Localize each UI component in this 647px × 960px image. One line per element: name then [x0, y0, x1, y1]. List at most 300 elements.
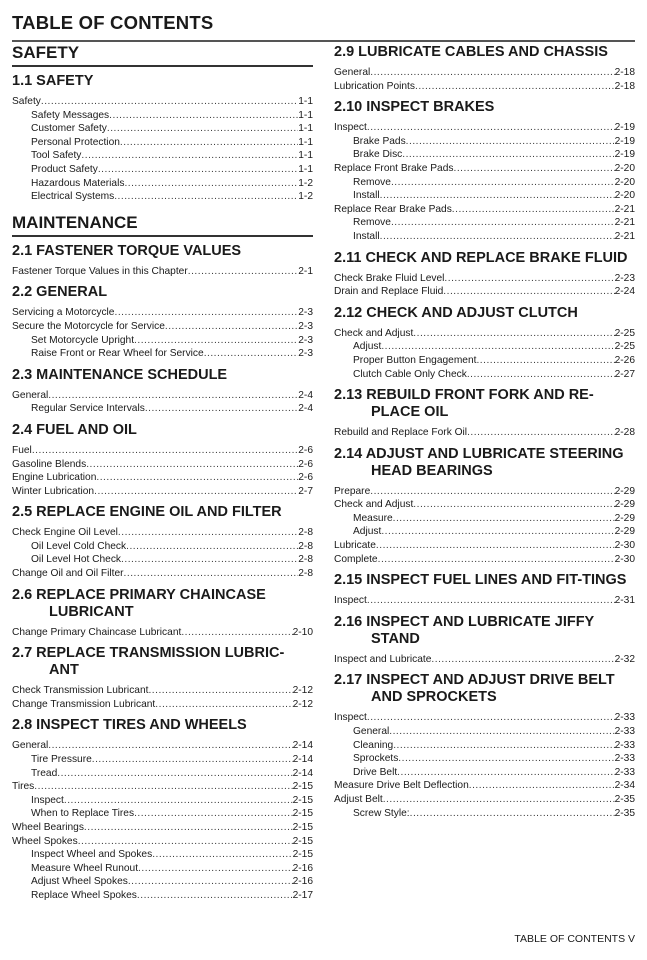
page-number: 2-33	[614, 766, 635, 778]
entry-label: General	[353, 726, 390, 738]
toc-subentry[interactable]	[12, 875, 313, 889]
toc-subentry[interactable]	[334, 766, 635, 780]
page-number: 2-32	[614, 653, 635, 665]
page-number: 2-16	[292, 862, 313, 874]
toc-entry[interactable]	[334, 285, 635, 299]
dot-leader	[86, 458, 298, 472]
dot-leader	[48, 739, 292, 753]
entry-label: Inspect	[334, 122, 367, 134]
entry-label: Oil Level Cold Check	[31, 540, 127, 552]
dot-leader	[383, 793, 615, 807]
toc-entry[interactable]	[334, 327, 635, 341]
page-number: 2-33	[614, 753, 635, 765]
dot-leader	[124, 177, 298, 191]
toc-subentry[interactable]	[12, 190, 313, 204]
entry-label: Adjust Belt	[334, 794, 383, 805]
toc-subentry[interactable]	[12, 862, 313, 876]
page-number: 2-4	[298, 403, 313, 415]
dot-leader	[134, 334, 298, 348]
page-number: 2-14	[292, 754, 313, 766]
toc-subentry[interactable]	[12, 553, 313, 567]
entry-label: Hazardous Materials	[31, 177, 125, 189]
entry-label: Rebuild and Replace Fork Oil	[334, 427, 468, 439]
section-heading[interactable]: 2.6 REPLACE PRIMARY CHAINCASE LUBRICANT	[12, 586, 266, 620]
entry-label: Prepare	[334, 485, 371, 497]
toc-entry[interactable]	[12, 306, 313, 320]
entry-label: Gasoline Blends	[12, 458, 87, 470]
page-number: 2-3	[298, 307, 313, 319]
entry-label: Measure Drive Belt Deflection	[334, 780, 469, 792]
toc-subentry[interactable]	[12, 163, 313, 177]
dot-leader	[121, 553, 298, 567]
toc-entry[interactable]	[12, 780, 313, 794]
toc-subentry[interactable]	[334, 368, 635, 382]
dot-leader	[92, 753, 293, 767]
page-number: 2-35	[614, 807, 635, 819]
entry-label: Tire Pressure	[31, 754, 92, 766]
toc-subentry[interactable]	[334, 725, 635, 739]
toc-subentry[interactable]	[12, 807, 313, 821]
section-heading[interactable]: 2.17 INSPECT AND ADJUST DRIVE BELT AND SPROCKETS	[334, 672, 615, 706]
dot-leader	[367, 594, 615, 608]
page-number: 2-35	[614, 794, 635, 805]
page-number: 2-15	[292, 822, 313, 833]
toc-subentry[interactable]	[334, 216, 635, 230]
dot-leader	[406, 135, 615, 149]
dot-leader	[378, 553, 615, 567]
section-heading[interactable]: 2.1 FASTENER TORQUE VALUES	[12, 242, 242, 259]
toc-subentry[interactable]	[12, 848, 313, 862]
page-number: 2-28	[614, 427, 635, 439]
toc-subentry[interactable]	[334, 739, 635, 753]
page-number: 2-14	[292, 740, 313, 752]
toc-entry[interactable]	[334, 162, 635, 176]
page-number: 2-16	[292, 876, 313, 888]
entry-label: Sprockets	[353, 753, 399, 765]
toc-column-right	[334, 43, 635, 820]
toc-subentry[interactable]	[334, 148, 635, 162]
dot-leader	[413, 327, 614, 341]
page-footer: TABLE OF CONTENTS V	[514, 933, 635, 945]
toc-entry[interactable]	[334, 203, 635, 217]
dot-leader	[181, 626, 292, 640]
entry-label: Remove	[353, 217, 391, 229]
toc-entry[interactable]	[12, 698, 313, 712]
page-number: 2-21	[614, 230, 635, 242]
page-number: 2-21	[614, 203, 635, 215]
entry-label: General	[334, 67, 371, 78]
entry-label: Drive Belt	[353, 766, 398, 778]
entry-label: Check and Adjust	[334, 499, 414, 511]
dot-leader	[138, 862, 293, 876]
entry-label: Replace Rear Brake Pads	[334, 203, 452, 215]
page-number: 1-2	[298, 177, 313, 189]
page-number: 2-18	[614, 67, 635, 78]
page-number: 2-15	[292, 781, 313, 793]
entry-label: Install	[353, 190, 380, 202]
dot-leader	[402, 148, 614, 162]
page-number: 2-33	[614, 739, 635, 751]
toc-entry[interactable]	[334, 121, 635, 135]
dot-leader	[84, 821, 293, 835]
toc-entry[interactable]	[12, 444, 313, 458]
page-title: TABLE OF CONTENTS	[12, 12, 214, 33]
section-heading[interactable]: 2.7 REPLACE TRANSMISSION LUBRIC-ANT	[12, 645, 285, 679]
page-number: 2-15	[292, 849, 313, 861]
entry-label: Adjust Wheel Spokes	[31, 876, 128, 888]
entry-label: Wheel Bearings	[12, 822, 84, 833]
toc-entry[interactable]	[12, 567, 313, 581]
entry-label: Electrical Systems	[31, 191, 115, 203]
page-number: 2-6	[298, 472, 313, 484]
dot-leader	[443, 285, 614, 299]
toc-entry[interactable]	[334, 779, 635, 793]
entry-label: Adjust	[353, 341, 382, 353]
toc-entry[interactable]	[334, 594, 635, 608]
page-number: 2-20	[614, 162, 635, 174]
dot-leader	[469, 779, 615, 793]
entry-label: Check Engine Oil Level	[12, 527, 118, 539]
dot-leader	[380, 189, 615, 203]
entry-label: Engine Lubrication	[12, 472, 97, 484]
dot-leader	[134, 807, 293, 821]
toc-subentry[interactable]	[334, 752, 635, 766]
toc-entry[interactable]	[12, 458, 313, 472]
toc-entry[interactable]	[334, 485, 635, 499]
dot-leader	[398, 752, 614, 766]
toc-subentry[interactable]	[12, 177, 313, 191]
entry-label: Drain and Replace Fluid	[334, 286, 444, 298]
dot-leader	[393, 739, 614, 753]
dot-leader	[148, 684, 292, 698]
entry-label: Safety	[12, 96, 41, 107]
page-number: 2-8	[298, 540, 313, 552]
dot-leader	[98, 163, 298, 177]
page-number: 2-15	[292, 794, 313, 806]
entry-label: Secure the Motorcycle for Service	[12, 320, 165, 332]
toc-entry[interactable]	[12, 265, 313, 279]
entry-label: Brake Pads	[353, 135, 406, 147]
section-heading[interactable]: 2.16 INSPECT AND LUBRICATE JIFFY STAND	[334, 613, 594, 647]
section-heading[interactable]: 2.5 REPLACE ENGINE OIL AND FILTER	[12, 504, 282, 521]
section-heading[interactable]: 2.3 MAINTENANCE SCHEDULE	[12, 366, 228, 383]
dot-leader	[415, 80, 615, 94]
toc-entry[interactable]	[334, 66, 635, 80]
page-number: 1-1	[298, 163, 313, 175]
part-heading: SAFETY	[12, 43, 313, 67]
toc-entry[interactable]	[12, 626, 313, 640]
toc-subentry[interactable]	[12, 334, 313, 348]
toc-subentry[interactable]	[334, 176, 635, 190]
toc-subentry[interactable]	[334, 354, 635, 368]
dot-leader	[380, 230, 615, 244]
toc-subentry[interactable]	[334, 525, 635, 539]
dot-leader	[145, 402, 298, 416]
page-number: 1-1	[298, 123, 313, 135]
part-heading: MAINTENANCE	[12, 213, 313, 237]
entry-label: Oil Level Hot Check	[31, 554, 122, 566]
dot-leader	[118, 526, 298, 540]
page-number: 2-3	[298, 320, 313, 332]
toc-subentry[interactable]	[12, 889, 313, 903]
page-number: 2-29	[614, 512, 635, 524]
toc-subentry[interactable]	[12, 540, 313, 554]
entry-label: Check and Adjust	[334, 327, 414, 339]
dot-leader	[204, 347, 299, 361]
entry-label: Inspect	[31, 794, 64, 806]
toc-entry[interactable]	[334, 80, 635, 94]
dot-leader	[34, 780, 292, 794]
section-heading[interactable]: 1.1 SAFETY	[12, 73, 94, 89]
toc-entry[interactable]	[12, 835, 313, 849]
entry-label: Tires	[12, 781, 35, 793]
dot-leader	[152, 848, 292, 862]
entry-label: Install	[353, 230, 380, 242]
dot-leader	[453, 162, 614, 176]
toc-entry[interactable]	[12, 821, 313, 835]
toc-subentry[interactable]	[334, 189, 635, 203]
entry-label: Tool Safety	[31, 150, 82, 162]
entry-label: Safety Messages	[31, 109, 110, 121]
toc-entry[interactable]	[334, 793, 635, 807]
dot-leader	[155, 698, 292, 712]
dot-leader	[107, 122, 298, 136]
toc-entry[interactable]	[334, 653, 635, 667]
page-number: 2-15	[292, 835, 313, 847]
page-number: 2-19	[614, 149, 635, 161]
toc-subentry[interactable]	[334, 807, 635, 821]
toc-entry[interactable]	[12, 485, 313, 499]
page-number: 2-3	[298, 348, 313, 360]
page-number: 2-23	[614, 272, 635, 284]
page-number: 2-4	[298, 389, 313, 401]
dot-leader	[381, 525, 614, 539]
page-number: 2-25	[614, 341, 635, 353]
dot-leader	[126, 540, 298, 554]
entry-label: Tread	[31, 767, 58, 779]
dot-leader	[124, 567, 299, 581]
toc-entry[interactable]	[12, 95, 313, 109]
dot-leader	[96, 471, 298, 485]
section-heading[interactable]: 2.12 CHECK AND ADJUST CLUTCH	[334, 304, 578, 321]
page-number: 1-2	[298, 191, 313, 203]
page-number: 2-6	[298, 458, 313, 470]
toc-subentry[interactable]	[334, 340, 635, 354]
toc-subentry[interactable]	[12, 149, 313, 163]
entry-label: Brake Disc	[353, 149, 403, 161]
entry-label: Wheel Spokes	[12, 835, 78, 847]
dot-leader	[370, 485, 614, 499]
dot-leader	[410, 807, 615, 821]
dot-leader	[413, 498, 614, 512]
section-heading[interactable]: 2.8 INSPECT TIRES AND WHEELS	[12, 717, 247, 734]
page-number: 2-26	[614, 354, 635, 366]
entry-label: Cleaning	[353, 739, 394, 751]
entry-label: Change Oil and Oil Filter	[12, 568, 124, 580]
toc-entry[interactable]	[12, 739, 313, 753]
entry-label: Proper Button Engagement	[353, 354, 477, 366]
page-number: 2-10	[292, 626, 313, 638]
entry-label: Lubrication Points	[334, 80, 415, 92]
toc-subentry[interactable]	[334, 512, 635, 526]
dot-leader	[48, 389, 298, 403]
entry-label: Check Transmission Lubricant	[12, 685, 149, 697]
section-heading[interactable]: 2.15 INSPECT FUEL LINES AND FIT-TINGS	[334, 572, 627, 589]
entry-label: Replace Wheel Spokes	[31, 889, 137, 901]
page-number: 2-21	[614, 217, 635, 229]
section-heading[interactable]: 2.10 INSPECT BRAKES	[334, 99, 495, 116]
entry-label: General	[12, 389, 49, 401]
dot-leader	[94, 485, 298, 499]
toc-subentry[interactable]	[12, 753, 313, 767]
dot-leader	[391, 176, 615, 190]
entry-label: Inspect	[334, 712, 367, 724]
page-number: 2-14	[292, 767, 313, 779]
toc-entry[interactable]	[334, 553, 635, 567]
page-number: 2-8	[298, 568, 313, 580]
dot-leader	[452, 203, 615, 217]
page-number: 1-1	[298, 109, 313, 121]
toc-entry[interactable]	[12, 526, 313, 540]
page-number: 2-29	[614, 526, 635, 538]
entry-label: Raise Front or Rear Wheel for Service	[31, 348, 204, 360]
entry-label: Fastener Torque Values in this Chapter	[12, 265, 188, 277]
page-number: 2-3	[298, 334, 313, 346]
toc-subentry[interactable]	[12, 136, 313, 150]
entry-label: Check Brake Fluid Level	[334, 272, 445, 284]
page-number: 2-31	[614, 595, 635, 607]
section-heading[interactable]: 2.13 REBUILD FRONT FORK AND RE-PLACE OIL	[334, 387, 594, 421]
entry-label: Adjust	[353, 526, 382, 538]
page-number: 2-18	[614, 80, 635, 92]
page-number: 2-24	[614, 286, 635, 298]
dot-leader	[393, 512, 615, 526]
entry-label: Lubricate	[334, 540, 376, 552]
entry-label: Measure Wheel Runout	[31, 862, 139, 874]
page-number: 1-1	[298, 96, 313, 107]
page-number: 2-12	[292, 685, 313, 697]
entry-label: Measure	[353, 512, 393, 524]
dot-leader	[120, 136, 298, 150]
title-divider	[12, 40, 635, 42]
entry-label: Fuel	[12, 444, 32, 456]
toc-entry[interactable]	[334, 711, 635, 725]
toc-entry[interactable]	[12, 320, 313, 334]
dot-leader	[370, 66, 614, 80]
toc-subentry[interactable]	[12, 109, 313, 123]
page-number: 2-12	[292, 698, 313, 710]
dot-leader	[467, 426, 615, 440]
entry-label: Winter Lubrication	[12, 485, 95, 497]
toc-entry[interactable]	[334, 426, 635, 440]
toc-subentry[interactable]	[334, 230, 635, 244]
page-number: 2-17	[292, 889, 313, 901]
dot-leader	[431, 653, 614, 667]
entry-label: Personal Protection	[31, 136, 120, 148]
dot-leader	[128, 875, 293, 889]
dot-leader	[367, 121, 615, 135]
entry-label: General	[12, 740, 49, 752]
toc-subentry[interactable]	[12, 767, 313, 781]
dot-leader	[41, 95, 298, 109]
entry-label: Remove	[353, 176, 391, 188]
toc-subentry[interactable]	[12, 794, 313, 808]
page-number: 2-33	[614, 712, 635, 724]
toc-subentry[interactable]	[12, 347, 313, 361]
dot-leader	[397, 766, 614, 780]
entry-label: Customer Safety	[31, 123, 107, 135]
dot-leader	[32, 444, 298, 458]
dot-leader	[114, 306, 298, 320]
dot-leader	[64, 794, 293, 808]
entry-label: Inspect	[334, 595, 367, 607]
page-number: 2-19	[614, 122, 635, 134]
section-heading[interactable]: 2.9 LUBRICATE CABLES AND CHASSIS	[334, 44, 608, 60]
dot-leader	[391, 216, 615, 230]
page-number: 2-29	[614, 485, 635, 497]
toc-entry[interactable]	[334, 539, 635, 553]
entry-label: Inspect Wheel and Spokes	[31, 849, 153, 861]
section-heading[interactable]: 2.2 GENERAL	[12, 284, 108, 301]
toc-subentry[interactable]	[12, 122, 313, 136]
page-number: 2-29	[614, 499, 635, 511]
toc-entry[interactable]	[334, 272, 635, 286]
entry-label: Change Transmission Lubricant	[12, 698, 156, 710]
page-number: 2-8	[298, 554, 313, 566]
dot-leader	[376, 539, 615, 553]
page-number: 2-25	[614, 327, 635, 339]
toc-entry[interactable]	[12, 389, 313, 403]
dot-leader	[389, 725, 614, 739]
dot-leader	[381, 340, 614, 354]
toc-subentry[interactable]	[334, 135, 635, 149]
toc-entry[interactable]	[12, 684, 313, 698]
toc-subentry[interactable]	[12, 402, 313, 416]
dot-leader	[367, 711, 615, 725]
section-heading[interactable]: 2.4 FUEL AND OIL	[12, 421, 137, 438]
dot-leader	[109, 109, 298, 123]
entry-label: Replace Front Brake Pads	[334, 162, 454, 174]
dot-leader	[165, 320, 298, 334]
entry-label: When to Replace Tires	[31, 808, 135, 820]
entry-label: Complete	[334, 553, 378, 565]
page-number: 2-1	[298, 265, 313, 277]
dot-leader	[188, 265, 299, 279]
page-number: 2-30	[614, 540, 635, 552]
toc-column-left	[12, 43, 313, 903]
dot-leader	[114, 190, 298, 204]
page-number: 2-15	[292, 808, 313, 820]
section-heading[interactable]: 2.11 CHECK AND REPLACE BRAKE FLUID	[334, 249, 628, 266]
toc-entry[interactable]	[12, 471, 313, 485]
section-heading[interactable]: 2.14 ADJUST AND LUBRICATE STEERING HEAD BEARINGS	[334, 445, 624, 479]
page-number: 1-1	[298, 150, 313, 162]
toc-entry[interactable]	[334, 498, 635, 512]
dot-leader	[444, 272, 614, 286]
entry-label: Clutch Cable Only Check	[353, 368, 467, 380]
page-number: 2-6	[298, 444, 313, 456]
dot-leader	[476, 354, 614, 368]
page-number: 2-7	[298, 485, 313, 497]
entry-label: Regular Service Intervals	[31, 403, 145, 415]
entry-label: Set Motorcycle Upright	[31, 334, 135, 346]
dot-leader	[57, 767, 292, 781]
entry-label: Change Primary Chaincase Lubricant	[12, 626, 182, 638]
page-number: 2-34	[614, 780, 635, 792]
dot-leader	[137, 889, 293, 903]
entry-label: Product Safety	[31, 163, 98, 175]
page-number: 2-20	[614, 190, 635, 202]
